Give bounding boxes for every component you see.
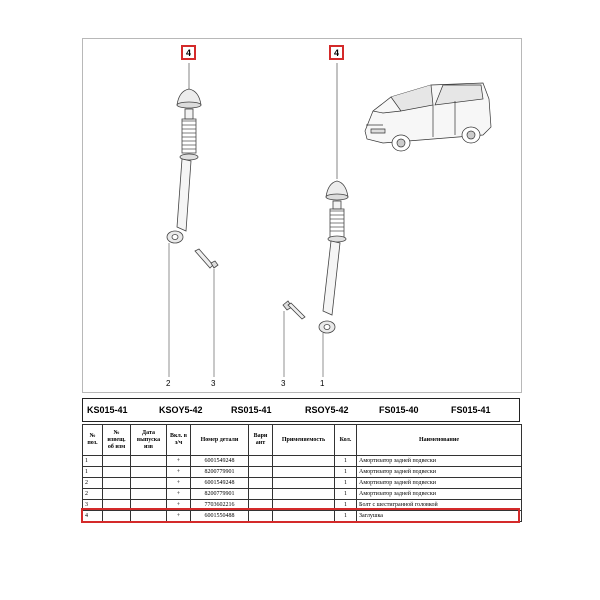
- col-header-date: Дата выпуска изв: [131, 425, 167, 456]
- cell-name: Болт с шестигранной головкой: [357, 500, 522, 511]
- cell-notice: [103, 456, 131, 467]
- cell-variant: [249, 489, 273, 500]
- cell-qty: 1: [335, 467, 357, 478]
- parts-diagram: [82, 38, 522, 393]
- model-code: FS015-41: [451, 405, 491, 415]
- cell-part-number[interactable]: 6001549248: [191, 478, 249, 489]
- cell-included: +: [167, 511, 191, 522]
- cell-name: Амортизатор задней подвески: [357, 467, 522, 478]
- table-row[interactable]: [83, 467, 522, 478]
- cell-applicability: [273, 478, 335, 489]
- exploded-view-drawing: [83, 39, 523, 394]
- cell-notice: [103, 500, 131, 511]
- cell-date: [131, 489, 167, 500]
- model-code: RS015-41: [231, 405, 272, 415]
- cell-notice: [103, 489, 131, 500]
- cell-name: Амортизатор задней подвески: [357, 489, 522, 500]
- table-row[interactable]: [83, 489, 522, 500]
- cell-applicability: [273, 467, 335, 478]
- model-code: FS015-40: [379, 405, 419, 415]
- cell-qty: 1: [335, 489, 357, 500]
- cell-notice: [103, 467, 131, 478]
- leader-label-2: 2: [166, 379, 171, 388]
- table-header-row: [83, 425, 522, 456]
- model-code: KSOY5-42: [159, 405, 203, 415]
- table-row[interactable]: [83, 500, 522, 511]
- cell-pos: 3: [83, 500, 103, 511]
- cell-date: [131, 467, 167, 478]
- cell-variant: [249, 467, 273, 478]
- cell-applicability: [273, 456, 335, 467]
- col-header-name: Наименование: [357, 425, 522, 456]
- cell-notice: [103, 511, 131, 522]
- cell-name: Амортизатор задней подвески: [357, 478, 522, 489]
- cell-qty: 1: [335, 500, 357, 511]
- cell-qty: 1: [335, 511, 357, 522]
- cell-included: +: [167, 489, 191, 500]
- cell-date: [131, 511, 167, 522]
- cell-variant: [249, 511, 273, 522]
- model-code: KS015-41: [87, 405, 128, 415]
- callout-left[interactable]: 4: [181, 45, 196, 60]
- cell-part-number[interactable]: 8200779901: [191, 489, 249, 500]
- cell-name: Амортизатор задней подвески: [357, 456, 522, 467]
- cell-variant: [249, 456, 273, 467]
- cell-included: +: [167, 500, 191, 511]
- cell-qty: 1: [335, 456, 357, 467]
- cell-part-number[interactable]: 8200779901: [191, 467, 249, 478]
- cell-part-number[interactable]: 6001550488: [191, 511, 249, 522]
- cell-applicability: [273, 511, 335, 522]
- col-header-notice: № извещ. об изм: [103, 425, 131, 456]
- table-row-highlighted[interactable]: [83, 511, 522, 522]
- col-header-part-number: Номер детали: [191, 425, 249, 456]
- cell-variant: [249, 500, 273, 511]
- cell-notice: [103, 478, 131, 489]
- col-header-pos: № поз.: [83, 425, 103, 456]
- cell-pos: 2: [83, 489, 103, 500]
- cell-name: Заглушка: [357, 511, 522, 522]
- cell-applicability: [273, 500, 335, 511]
- cell-part-number[interactable]: 7703602216: [191, 500, 249, 511]
- col-header-qty: Кол.: [335, 425, 357, 456]
- cell-date: [131, 456, 167, 467]
- callout-right[interactable]: 4: [329, 45, 344, 60]
- leader-label-3-left: 3: [211, 379, 216, 388]
- cell-qty: 1: [335, 478, 357, 489]
- leader-label-3-right: 3: [281, 379, 286, 388]
- model-code-bar: [82, 398, 520, 422]
- col-header-variant: Вари ант: [249, 425, 273, 456]
- cell-included: +: [167, 467, 191, 478]
- leader-label-1: 1: [320, 379, 325, 388]
- cell-part-number[interactable]: 6001549248: [191, 456, 249, 467]
- cell-applicability: [273, 489, 335, 500]
- cell-pos: 2: [83, 478, 103, 489]
- cell-date: [131, 500, 167, 511]
- cell-included: +: [167, 456, 191, 467]
- col-header-included: Вкл. в з/ч: [167, 425, 191, 456]
- cell-pos: 4: [83, 511, 103, 522]
- model-code: RSOY5-42: [305, 405, 349, 415]
- cell-pos: 1: [83, 456, 103, 467]
- cell-date: [131, 478, 167, 489]
- cell-pos: 1: [83, 467, 103, 478]
- table-row[interactable]: [83, 456, 522, 467]
- cell-variant: [249, 478, 273, 489]
- cell-included: +: [167, 478, 191, 489]
- table-row[interactable]: [83, 478, 522, 489]
- parts-table: [82, 424, 522, 522]
- col-header-applicability: Применяемость: [273, 425, 335, 456]
